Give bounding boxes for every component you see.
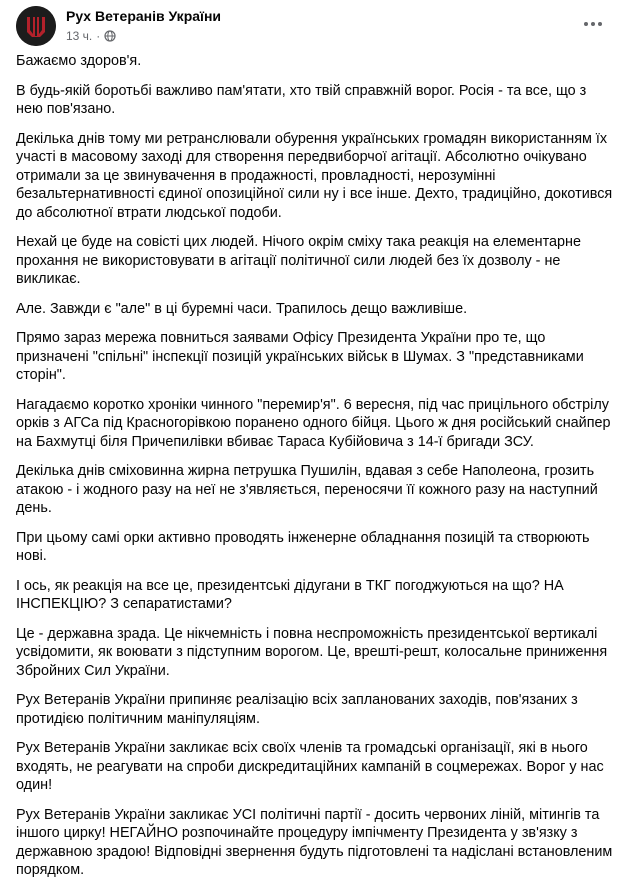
paragraph: При цьому самі орки активно проводять інженерне обладнання позицій та створюють нові. [16, 529, 590, 564]
post-header [16, 0, 613, 50]
more-options-button[interactable] [579, 10, 607, 38]
paragraph: Рух Ветеранів України закликає УСІ політичні партії - досить червоних ліній, мітингів та іншого цирку! НЕГАЙНО розпочинайте процедуру імпічменту Президента у зв'язку з державною зрадою! Відповідні звернення будуть підготовлені та надіслані встановленим порядком. [16, 806, 613, 878]
meta-separator: · [96, 29, 101, 43]
post-meta [66, 29, 116, 43]
paragraph: Рух Ветеранів України припиняє реалізацію всіх запланованих заходів, пов'язаних з протидією політичним маніпуляціям. [16, 692, 578, 727]
avatar[interactable] [16, 6, 56, 46]
trident-logo-icon [16, 6, 56, 46]
globe-icon [104, 30, 116, 42]
paragraph: Прямо зараз мережа повниться заявами Офісу Президента України про те, що призначені "спільні" інспекції позицій українських військ в Шумах. З "представниками сторін". [16, 330, 584, 383]
paragraph: Декілька днів тому ми ретранслювали обурення українських громадян використанням їх участі в масовому заході для створення передвиборчої агітації. Абсолютно очікувано отримали за це звинувачення в продажності, провладності, нерозумінні безальтернативності єдиної опозиційної сили ну і все інше. Дехто, традиційно, докотився до абсолютної втрати людської подоби. [16, 130, 613, 221]
paragraph: Це - державна зрада. Це нікчемність і повна неспроможність президентської вертикалі усвідомити, як воювати з підступним ворогом. Це, врешті-решт, колосальне приниження Збройних Сил України. [16, 625, 608, 679]
paragraph: Але. Завжди є "але" в ці буремні часи. Трапилось дещо важливіше. [16, 300, 468, 317]
paragraph: В будь-якій боротьбі важливо пам'ятати, хто твій справжній ворог. Росія - та все, що з нею пов'язано. [16, 82, 587, 117]
paragraph: Нехай це буде на совісті цих людей. Нічого окрім сміху така реакція на елементарне прохання не використовувати в агітації політичної сили людей без їх дозволу - не викликає. [16, 234, 581, 287]
paragraph: Рух Ветеранів України закликає всіх своїх членів та громадські організації, які в нього входять, не реагувати на спроби дискредитаційних кампаній в соцмережах. Ворог у нас один! [16, 740, 604, 793]
more-dots-icon [584, 22, 588, 26]
paragraph: Бажаємо здоров'я. [16, 53, 142, 69]
paragraph: І ось, як реакція на все це, президентські дідугани в ТКГ погоджуються на що? НА ІНСПЕКЦІЮ? З сепаратистами? [16, 577, 564, 612]
post-time[interactable]: 13 ч. [66, 29, 93, 43]
page-name[interactable]: Рух Ветеранів України [66, 8, 222, 24]
paragraph: Декілька днів сміховинна жирна петрушка Пушилін, вдавая з себе Наполеона, грозить атакою - і жодного разу на неї не з'являється, переносячи її кожного разу на наступний день. [16, 463, 598, 516]
post-body [16, 52, 616, 891]
paragraph: Нагадаємо коротко хроніки чинного "перемир'я". 6 вересня, під час прицільного обстрілу орків з АГСа під Красногорівкою поранено одного бійця. Цього ж дня російський снайпер на Бахмутці біля Причепилівки вбиває Тараса Кубійовича з 14-ї бригади ЗСУ. [16, 396, 611, 450]
